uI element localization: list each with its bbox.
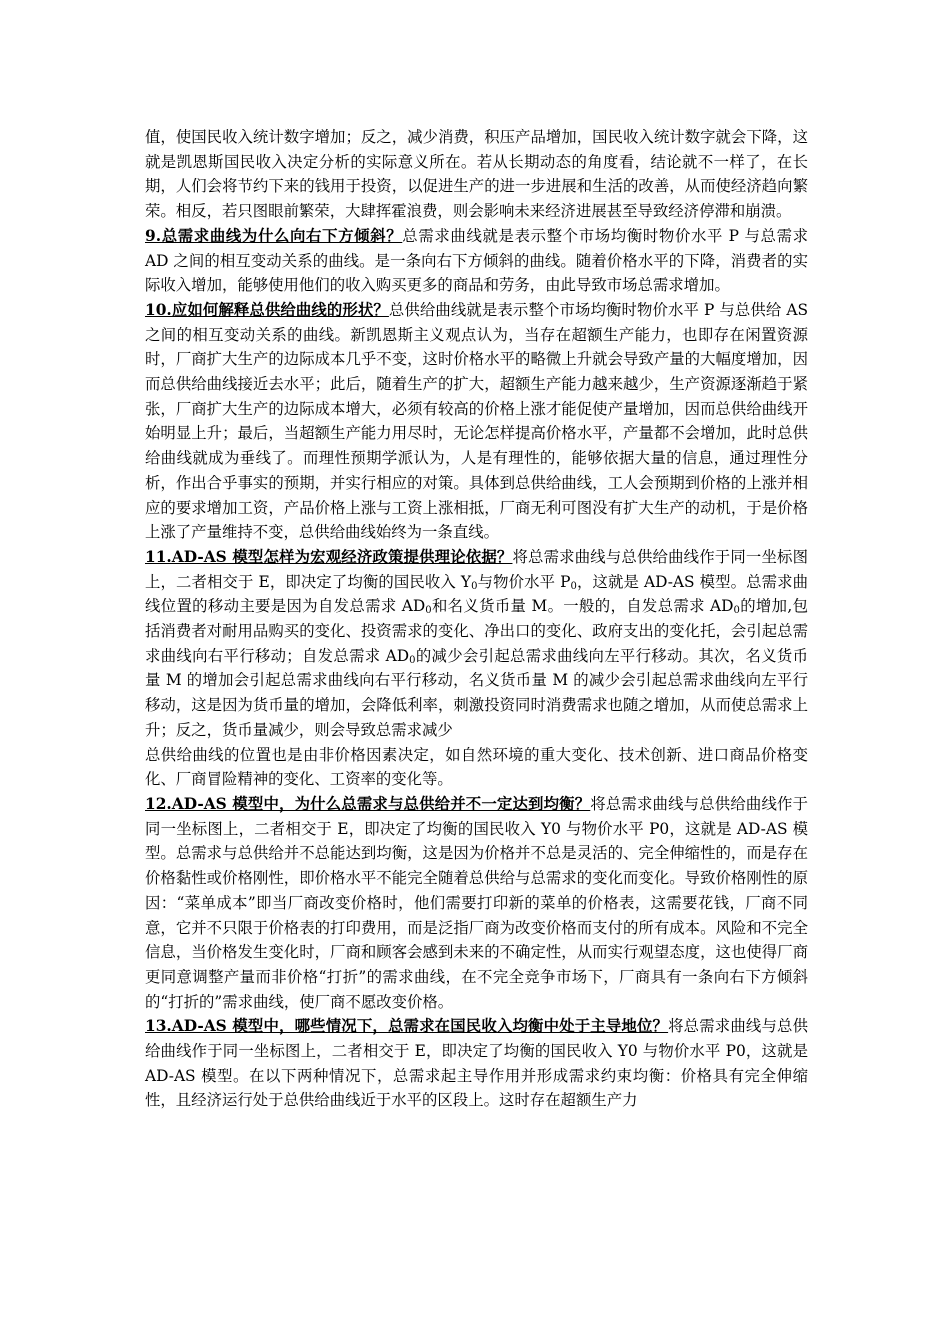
question-11-answer-part-2: 与物价水平 P: [477, 572, 571, 591]
question-11-paragraph: [145, 545, 808, 743]
intro-paragraph: 值，使国民收入统计数字增加；反之，减少消费，积压产品增加，国民收入统计数字就会下降，这就是凯恩斯国民收入决定分析的实际意义所在。若从长期动态的角度看，结论就不一样了，在长期，人们会将节约下来的钱用于投资，以促进生产的进一步进展和生活的改善，从而使经济趋向繁荣。相反，若只图眼前繁荣，大肆挥霍浪费，则会影响未来经济进展甚至导致经济停滞和崩溃。: [145, 128, 808, 221]
question-13-paragraph: [145, 1014, 808, 1113]
question-11-answer-part-6: 的减少会引起总需求曲线向左平行移动。其次，名义货币量 M 的增加会引起总需求曲线向右平行移动，名义货币量 M 的减少会引起总需求曲线向左平行移动，这是因为货币量的增加，会降低利率，刺激投资同时消费需求也随之增加，从而使总需求上升；反之，货币量减少，则会导致总需求减少: [145, 646, 808, 739]
subscript-zero: 0: [425, 605, 432, 617]
question-12-paragraph: [145, 792, 808, 1014]
subscript-zero: 0: [471, 580, 478, 592]
question-9-paragraph: [145, 224, 808, 298]
question-11-answer-part-1: 将总需求曲线与总供给曲线作于同一坐标图上，二者相交于 E，即决定了均衡的国民收入 Y: [145, 547, 808, 591]
subscript-zero: 0: [733, 605, 740, 617]
question-9-heading: 9.总需求曲线为什么向右下方倾斜？: [145, 226, 403, 245]
question-11-answer-part-3: ，这就是 AD-AS 模型。总需求曲线位置的移动主要是因为自发总需求 AD: [145, 572, 808, 616]
question-13-answer: 将总需求曲线与总供给曲线作于同一坐标图上，二者相交于 E，即决定了均衡的国民收入 Y0 与物价水平 P0，这就是 AD-AS 模型。在以下两种情况下，总需求起主导作用并形成需求约束均衡：价格具有完全伸缩性，且经济运行处于总供给曲线近于水平的区段上。这时存在超额生产力: [145, 1017, 808, 1110]
question-13-heading: 13.AD-AS 模型中，哪些情况下，总需求在国民收入均衡中处于主导地位？: [145, 1017, 669, 1036]
subscript-zero: 0: [409, 654, 416, 666]
question-11-answer-part-5: 的增加,包括消费者对耐用品购买的变化、投资需求的变化、净出口的变化、政府支出的变化托，会引起总需求曲线向右平行移动；自发总需求 AD: [145, 597, 808, 665]
document-page: [145, 125, 808, 1113]
question-11-heading: 11.AD-AS 模型怎样为宏观经济政策提供理论依据？: [145, 547, 513, 566]
question-9-answer: 总需求曲线就是表示整个市场均衡时物价水平 P 与总需求 AD 之间的相互变动关系的曲线。是一条向右下方倾斜的曲线。随着价格水平的下降，消费者的实际收入增加，能够使用他们的收入购买更多的商品和劳务，由此导致市场总需求增加。: [145, 226, 808, 295]
question-10-paragraph: [145, 298, 808, 545]
question-11-continuation: 总供给曲线的位置也是由非价格因素决定，如自然环境的重大变化、技术创新、进口商品价格变化、厂商冒险精神的变化、工资率的变化等。: [145, 745, 808, 789]
question-12-heading: 12.AD-AS 模型中，为什么总需求与总供给并不一定达到均衡？: [145, 794, 591, 813]
question-11-answer-part-4: 和名义货币量 M。一般的，自发总需求 AD: [431, 597, 734, 616]
question-10-answer: 总供给曲线就是表示整个市场均衡时物价水平 P 与总供给 AS 之间的相互变动关系的曲线。新凯恩斯主义观点认为，当存在超额生产能力，也即存在闲置资源时，厂商扩大生产的边际成本几乎不变，这时价格水平的略微上升就会导致产量的大幅度增加，因而总供给曲线接近去水平；此后，随着生产的扩大，超额生产能力越来越少，生产资源逐渐趋于紧张，厂商扩大生产的边际成本增大，必须有较高的价格上涨才能促使产量增加，因而总供给曲线开始明显上升；最后，当超额生产能力用尽时，无论怎样提高价格水平，产量都不会增加，此时总供给曲线就成为垂线了。而理性预期学派认为，人是有理性的，能够依据大量的信息，通过理性分析，作出合乎事实的预期，并实行相应的对策。具体到总供给曲线，工人会预期到价格的上涨并相应的要求增加工资，产品价格上涨与工资上涨相抵，厂商无利可图没有扩大生产的动机，于是价格上涨了产量维持不变，总供给曲线始终为一条直线。: [145, 300, 808, 542]
question-10-heading: 10.应如何解释总供给曲线的形状？: [145, 300, 389, 319]
question-12-answer: 将总需求曲线与总供给曲线作于同一坐标图上，二者相交于 E，即决定了均衡的国民收入 Y0 与物价水平 P0，这就是 AD-AS 模型。总需求与总供给并不总能达到均衡，这是因为价格并不总是灵活的、完全伸缩性的，而是存在价格黏性或价格刚性，即价格水平不能完全随着总供给与总需求的变化而变化。导致价格刚性的原因：“菜单成本”即当厂商改变价格时，他们需要打印新的菜单的价格表，这需要花钱，厂商不同意，它并不只限于价格表的打印费用，而是泛指厂商为改变价格而支付的所有成本。风险和不完全信息，当价格发生变化时，厂商和顾客会感到未来的不确定性，从而实行观望态度，这也使得厂商更同意调整产量而非价格“打折”的需求曲线，在不完全竞争市场下，厂商具有一条向右下方倾斜的“打折的”需求曲线，使厂商不愿改变价格。: [145, 794, 808, 1011]
subscript-zero: 0: [570, 580, 577, 592]
